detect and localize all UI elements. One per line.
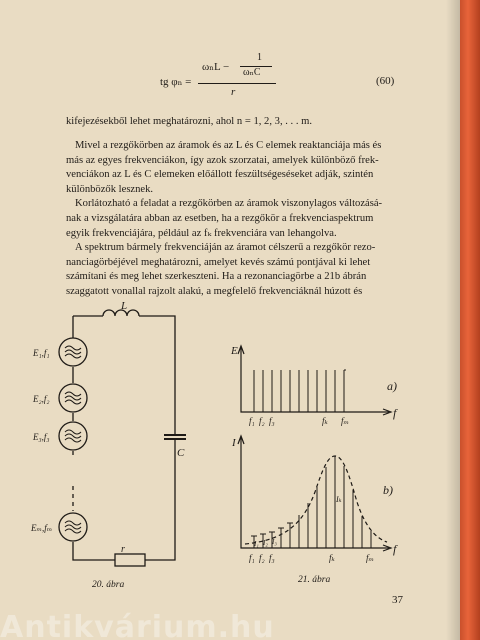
inductor-label: L	[121, 300, 128, 312]
capacitor-label: C	[177, 447, 185, 459]
text-line: A spektrum bármely frekvenciáján az áramot célszerű a rezgőkör rezo-	[75, 242, 376, 254]
panel-label-a: a)	[387, 379, 397, 393]
peak-label: Iₖ	[336, 495, 342, 504]
watermark: Antikvárium.hu	[0, 610, 275, 640]
text-line: Mivel a rezgőkörben az áramok és az L és C elemek reaktanciája más és	[75, 140, 382, 151]
tick-label: f₃	[269, 416, 275, 426]
equation-numerator-left: ωₙL −	[202, 61, 230, 73]
equation-denominator: r	[231, 86, 236, 98]
text-line: más az egyes frekvenciákon, így azok szorzatai, amelyek különböző frek-	[66, 154, 379, 166]
text-line: számítani és meg lehet szerkeszteni. Ha a rezonanciagörbe a 21b ábrán	[66, 271, 367, 283]
equation-lhs: tg φₙ =	[160, 76, 192, 88]
text-line: nanciagörbéjével meghatározni, amelyet kevés számú pontjával ki lehet	[66, 256, 371, 268]
figure-20-caption: 20. ábra	[92, 580, 125, 590]
equation-frac-bottom: ωₙC	[243, 67, 261, 78]
text-line: Korlátozható a feladat a rezgőkörben az áramok viszonylagos változásá-	[75, 198, 383, 210]
tick-label: f₃	[269, 553, 275, 563]
figure-20-circuit	[25, 300, 215, 575]
source-label: Eₘ,fₘ	[31, 523, 53, 533]
text-line: kifejezésekből lehet meghatározni, ahol n = 1, 2, 3, . . . m.	[66, 116, 313, 127]
book-cover-edge	[460, 0, 480, 640]
source-label: E₂,f₂	[33, 394, 50, 404]
tick-label: f₂	[259, 416, 265, 426]
text-line: szaggatott vonallal rajzolt alakú, a megfelelő frekvenciáknál húzott és	[66, 286, 363, 297]
text-line: egyik frekvenciájára, például az fₖ frekvenciára van lehangolva.	[66, 227, 337, 239]
tick-label: fₘ	[341, 416, 350, 426]
axis-label-i: I	[232, 437, 236, 449]
tick-label: fₘ	[366, 553, 375, 563]
text-line: venciákon az L és C elemeken előállott feszültségeséseket adják, szintén	[66, 169, 374, 181]
resistor-label: r	[121, 544, 125, 555]
small-current-label: I₁	[254, 540, 259, 548]
figure-21-caption: 21. ábra	[298, 575, 331, 585]
panel-label-b: b)	[383, 483, 393, 497]
page-number: 37	[392, 594, 403, 606]
tick-label: fₖ	[329, 553, 335, 563]
small-current-label: I₃	[272, 538, 277, 546]
text-line: különbözők lesznek.	[66, 183, 154, 195]
equation-frac-top: 1	[257, 52, 262, 63]
figure-21a-spectrum	[225, 340, 425, 430]
axis-label-f: f	[393, 542, 397, 556]
axis-label-e: E	[231, 345, 238, 357]
source-label: E₁,f₁	[33, 348, 50, 358]
text-line: nak a vizsgálatára abban az esetben, ha a rezgőkör a frekvenciaspektrum	[66, 213, 374, 224]
tick-label: fₖ	[322, 416, 328, 426]
small-current-label: I₂	[263, 539, 268, 547]
equation-number: (60)	[376, 75, 395, 87]
axis-label-f: f	[393, 406, 397, 420]
tick-label: f₂	[259, 553, 265, 563]
tick-label: f₁	[249, 416, 255, 426]
source-label: E₃,f₃	[33, 432, 50, 442]
figure-21b-resonance	[225, 432, 425, 572]
tick-label: f₁	[249, 553, 255, 563]
